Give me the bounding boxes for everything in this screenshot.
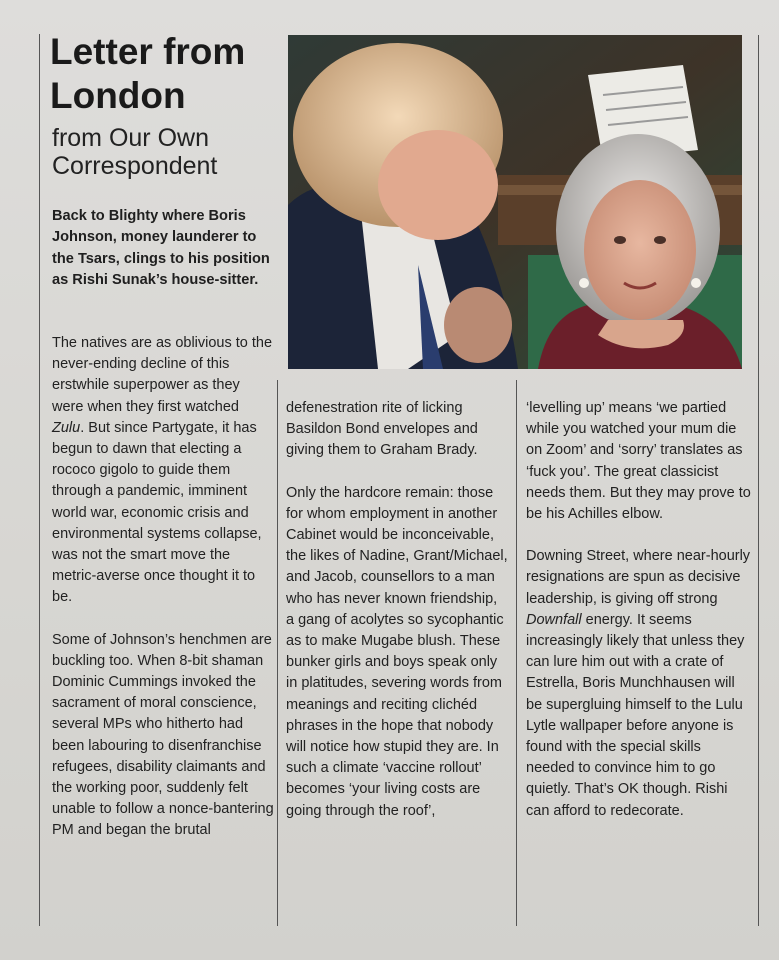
paragraph: defenestration rite of licking Basildon Bond envelopes and giving them to Graham Brady. xyxy=(286,400,478,459)
article-photo xyxy=(288,35,742,369)
article-column-3 xyxy=(526,398,751,822)
paragraph: The natives are as oblivious to the never-ending decline of this erstwhile superpower as they were when they first watched Zulu. But since Partygate, it has begun to dawn that electing a rococo gigolo to guide them through a pandemic, imminent world war, economic crisis and environmental systems collapse, was not the smart move the metric-averse once thought it to be. xyxy=(52,335,273,606)
paragraph: Only the hardcore remain: those for whom employment in another Cabinet would be inconceivable, the likes of Nadine, Grant/Michael, and Jacob, counsellors to a man who has never known friendship, a gang of acolytes so sycophantic as to make Mugabe blush. These bunker girls and boys speak only in platitudes, severing words from meanings and reciting clichéd phrases in the hope that nobody will notice how stupid they are. In such a climate ‘vaccine rollout’ becomes ‘your living costs are going through the roof’, xyxy=(286,484,508,819)
article-column-2 xyxy=(286,398,508,822)
article-subtitle: from Our Own Correspondent xyxy=(52,124,218,180)
right-margin-rule xyxy=(758,35,759,926)
article-standfirst: Back to Blighty where Boris Johnson, money launderer to the Tsars, clings to his position as Rishi Sunak’s house-sitter. xyxy=(52,208,270,289)
column-rule-2 xyxy=(516,380,517,926)
left-margin-rule xyxy=(39,34,40,926)
article-title: Letter from London xyxy=(50,31,246,116)
column-rule-1 xyxy=(277,380,278,926)
paragraph: Some of Johnson’s henchmen are buckling too. When 8-bit shaman Dominic Cummings invoked the sacrament of moral conscience, several MPs who hitherto had been labouring to disenfranchise refugees, disability claimants and the working poor, suddenly felt unable to follow a nonce-bantering PM and began the brutal xyxy=(52,631,274,839)
paragraph: ‘levelling up’ means ‘we partied while you watched your mum die on Zoom’ and ‘sorry’ translates as ‘fuck you’. The great classicist needs them. But they may prove to be his Achilles elbow. xyxy=(526,400,751,523)
paragraph: Downing Street, where near-hourly resignations are spun as decisive leadership, is giving off strong Downfall energy. It seems increasingly likely that unless they can lure him out with a crate of Estrella, Boris Munchhausen will be supergluing himself to the Lulu Lytle wallpaper before anyone is found with the special skills needed to convince him to go quietly. That’s OK though. Rishi can afford to redecorate. xyxy=(526,548,751,819)
photo-illustration xyxy=(288,35,742,369)
article-column-1 xyxy=(52,333,274,842)
